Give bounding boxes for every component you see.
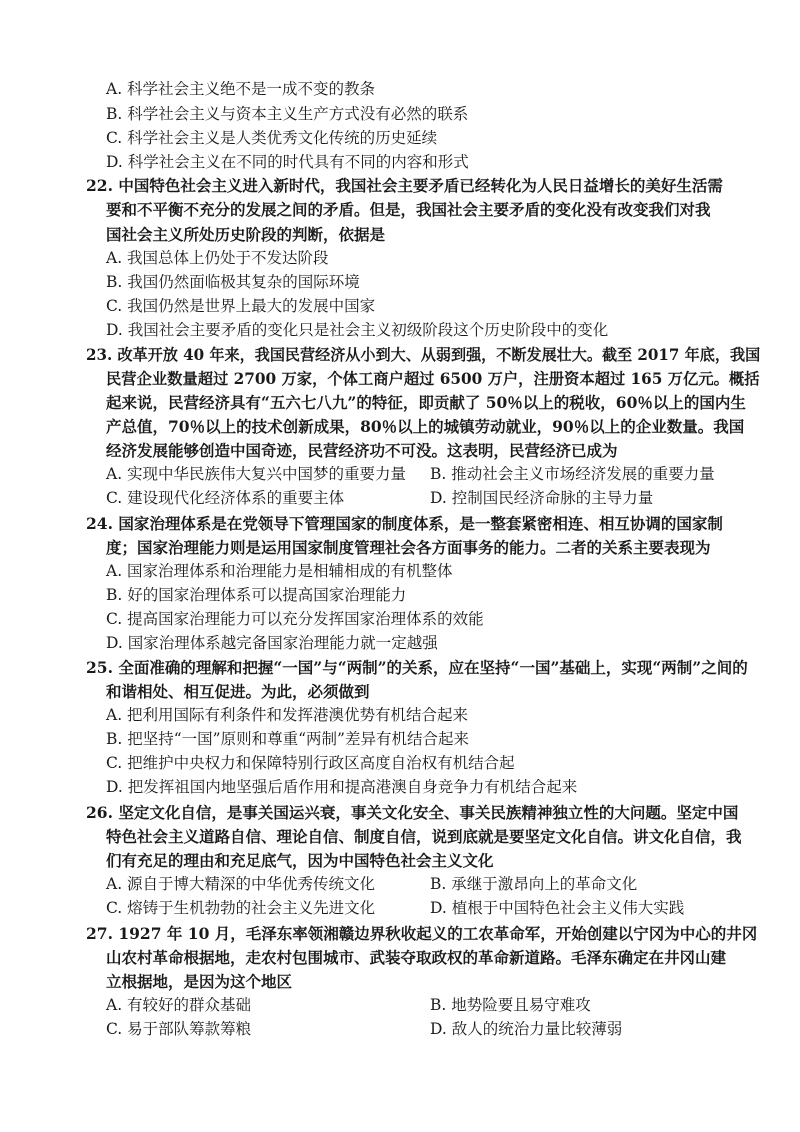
question-26-option-b: B. 承继于激昂向上的革命文化	[430, 875, 638, 893]
question-25-stem-line-2: 和谐相处、相互促进。为此，必须做到	[106, 682, 370, 701]
question-26-option-a: A. 源自于博大精深的中华优秀传统文化	[106, 875, 376, 893]
question-27-stem-line-3: 立根据地，是因为这个地区	[106, 972, 293, 991]
question-24-option-a: A. 国家治理体系和治理能力是相辅相成的有机整体	[106, 562, 453, 580]
question-25-option-d: D. 把发挥祖国内地坚强后盾作用和提高港澳自身竞争力有机结合起来	[106, 778, 578, 796]
question-26-option-d: D. 植根于中国特色社会主义伟大实践	[430, 899, 685, 917]
question-24-option-b: B. 好的国家治理体系可以提高国家治理能力	[106, 586, 407, 604]
question-22-option-a: A. 我国总体上仍处于不发达阶段	[106, 249, 329, 267]
question-22-option-c: C. 我国仍然是世界上最大的发展中国家	[106, 297, 376, 315]
question-23-stem-line-2: 民营企业数量超过 2700 万家，个体工商户超过 6500 万户，注册资本超过 165 万亿元。概括	[106, 369, 760, 388]
question-27-stem-line-2: 山农村革命根据地，走农村包围城市、武装夺取政权的革命新道路。毛泽东确定在井冈山建	[106, 948, 727, 967]
question-22-option-d: D. 我国社会主要矛盾的变化只是社会主义初级阶段这个历史阶段中的变化	[106, 321, 609, 339]
question-26-option-c: C. 熔铸于生机勃勃的社会主义先进文化	[106, 899, 376, 917]
question-27-stem-line-1: 27. 1927 年 10 月，毛泽东率领湘赣边界秋收起义的工农革命军，开始创建以宁冈为中心的井冈	[86, 924, 758, 943]
question-24-stem-line-1: 24. 国家治理体系是在党领导下管理国家的制度体系，是一整套紧密相连、相互协调的国家制	[86, 514, 723, 533]
option-d: D. 科学社会主义在不同的时代具有不同的内容和形式	[106, 153, 469, 171]
question-23-option-a: A. 实现中华民族伟大复兴中国梦的重要力量	[106, 465, 407, 483]
question-27-option-a: A. 有较好的群众基础	[106, 996, 252, 1014]
question-23-option-d: D. 控制国民经济命脉的主导力量	[430, 489, 654, 507]
question-25-option-b: B. 把坚持“一国”原则和尊重“两制”差异有机结合起来	[106, 730, 469, 748]
option-a: A. 科学社会主义绝不是一成不变的教条	[106, 80, 376, 98]
question-27-option-d: D. 敌人的统治力量比较薄弱	[430, 1020, 623, 1038]
question-25-option-a: A. 把利用国际有利条件和发挥港澳优势有机结合起来	[106, 706, 469, 724]
question-26-stem-line-3: 们有充足的理由和充足底气，因为中国特色社会主义文化	[106, 851, 494, 870]
question-27-option-b: B. 地势险要且易守难攻	[430, 996, 591, 1014]
question-23-option-b: B. 推动社会主义市场经济发展的重要力量	[430, 465, 715, 483]
question-24-option-c: C. 提高国家治理能力可以充分发挥国家治理体系的效能	[106, 610, 484, 628]
option-b: B. 科学社会主义与资本主义生产方式没有必然的联系	[106, 105, 469, 123]
question-27-option-c: C. 易于部队筹款筹粮	[106, 1020, 252, 1038]
question-23-stem-line-1: 23. 改革开放 40 年来，我国民营经济从小到大、从弱到强，不断发展壮大。截至 2017 年底，我国	[86, 345, 761, 364]
question-25-stem-line-1: 25. 全面准确的理解和把握“一国”与“两制”的关系，应在坚持“一国”基础上，实现“两制”之间的	[86, 658, 748, 677]
question-22-stem-line-2: 要和不平衡不充分的发展之间的矛盾。但是，我国社会主要矛盾的变化没有改变我们对我	[106, 200, 711, 219]
question-22-stem-line-3: 国社会主义所处历史阶段的判断，依据是	[106, 225, 386, 244]
question-25-option-c: C. 把维护中央权力和保障特别行政区高度自治权有机结合起	[106, 754, 515, 772]
question-22-stem-line-1: 22. 中国特色社会主义进入新时代，我国社会主要矛盾已经转化为人民日益增长的美好生活需	[86, 176, 723, 195]
question-23-stem-line-5: 经济发展能够创造中国奇迹，民营经济功不可没。这表明，民营经济已成为	[106, 441, 618, 460]
question-23-option-c: C. 建设现代化经济体系的重要主体	[106, 489, 345, 507]
option-c: C. 科学社会主义是人类优秀文化传统的历史延续	[106, 129, 438, 147]
question-24-option-d: D. 国家治理体系越完备国家治理能力就一定越强	[106, 634, 438, 652]
question-24-stem-line-2: 度；国家治理能力则是运用国家制度管理社会各方面事务的能力。二者的关系主要表现为	[106, 538, 711, 557]
question-22-option-b: B. 我国仍然面临极其复杂的国际环境	[106, 273, 360, 291]
question-26-stem-line-2: 特色社会主义道路自信、理论自信、制度自信，说到底就是要坚定文化自信。讲文化自信，我	[106, 827, 742, 846]
question-23-stem-line-4: 产总值，70％以上的技术创新成果，80％以上的城镇劳动就业，90％以上的企业数量。我国	[106, 417, 745, 436]
question-26-stem-line-1: 26. 坚定文化自信，是事关国运兴衰，事关文化安全、事关民族精神独立性的大问题。坚定中国	[86, 803, 739, 822]
question-23-stem-line-3: 起来说，民营经济具有“五六七八九”的特征，即贡献了 50％以上的税收，60％以上的国内生	[106, 393, 746, 412]
